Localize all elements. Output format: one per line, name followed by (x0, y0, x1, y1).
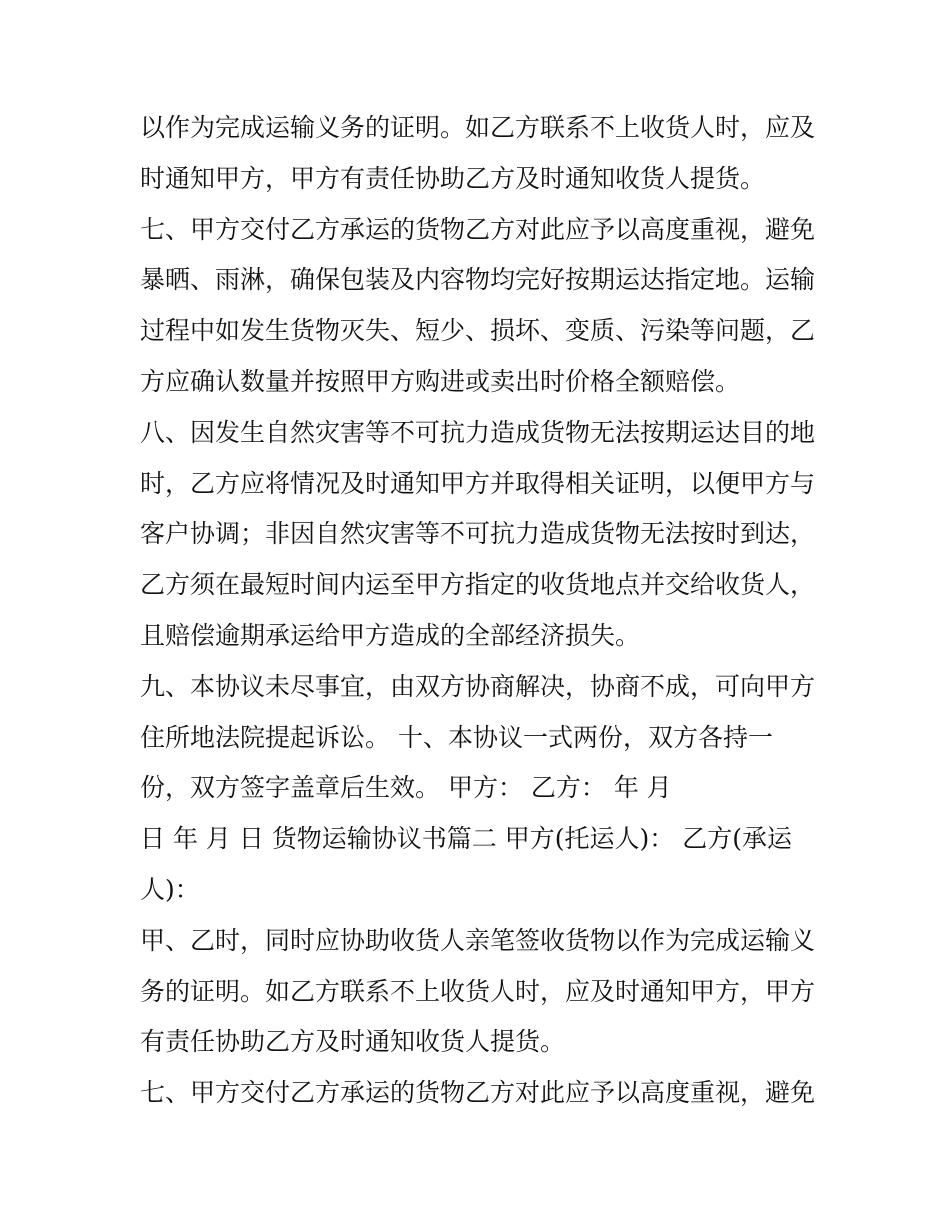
text-line: 客户协调；非因自然灾害等不可抗力造成货物无法按时到达， (140, 519, 816, 549)
text-line: 份，双方签字盖章后生效。 甲方： 乙方： 年 月 (140, 773, 672, 803)
text-line: 以作为完成运输义务的证明。如乙方联系不上收货人时，应及 (140, 113, 816, 142)
text-line: 且赔偿逾期承运给甲方造成的全部经济损失。 (140, 620, 641, 650)
document-body (140, 103, 830, 1119)
text-line: 过程中如发生货物灭失、短少、损坏、变质、污染等问题，乙 (140, 316, 816, 346)
text-line: 时，乙方应将情况及时通知甲方并取得相关证明，以便甲方与 (140, 468, 816, 498)
text-line: 甲、乙时，同时应协助收货人亲笔签收货物以作为完成运输义 (140, 925, 816, 955)
text-line: 务的证明。如乙方联系不上收货人时，应及时通知甲方，甲方 (140, 976, 816, 1006)
text-line: 暴晒、雨淋，确保包装及内容物均完好按期运达指定地。运输 (140, 265, 816, 295)
text-line: 乙方须在最短时间内运至甲方指定的收货地点并交给收货人， (140, 570, 816, 600)
text-line: 七、甲方交付乙方承运的货物乙方对此应予以高度重视，避免 (140, 1078, 816, 1108)
text-line: 八、因发生自然灾害等不可抗力造成货物无法按期运达目的地 (140, 417, 816, 447)
text-line: 方应确认数量并按照甲方购进或卖出时价格全额赔偿。 (140, 366, 741, 396)
text-line: 住所地法院提起诉讼。 十、本协议一式两份，双方各持一 (140, 722, 773, 752)
text-line: 有责任协助乙方及时通知收货人提货。 (140, 1027, 566, 1057)
text-line: 九、本协议未尽事宜，由双方协商解决，协商不成，可向甲方 (140, 671, 816, 701)
text-line: 人)： (140, 874, 200, 904)
text-line: 七、甲方交付乙方承运的货物乙方对此应予以高度重视，避免 (140, 214, 816, 244)
text-line: 日 年 月 日 货物运输协议书篇二 甲方(托运人)： 乙方(承运 (140, 824, 792, 854)
text-line: 时通知甲方，甲方有责任协助乙方及时通知收货人提货。 (140, 163, 766, 193)
